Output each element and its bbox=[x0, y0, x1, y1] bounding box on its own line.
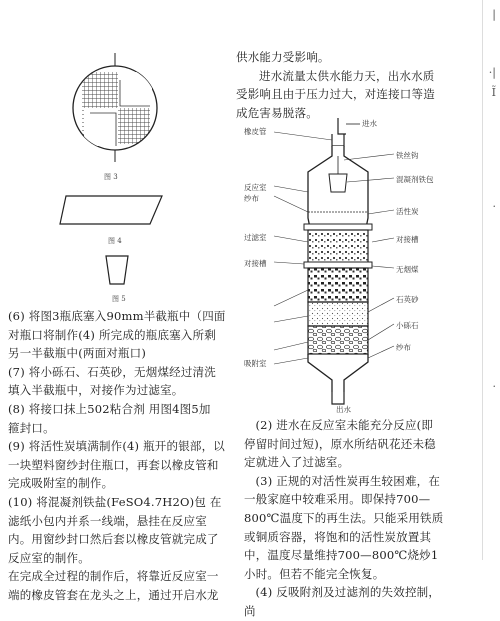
figure-4-caption: 图 4 bbox=[108, 237, 122, 245]
paragraph-issue-4: (4) 反吸附剂及过滤剂的失效控制，尚 bbox=[244, 585, 441, 618]
label-joint-right: 对接槽 bbox=[396, 235, 419, 244]
margin-mark-1: | bbox=[492, 8, 496, 21]
paragraph-step-7: (7) 将小砾石、石英砂，无烟煤经过清洗填入半截瓶中，对接作为过滤室。 bbox=[8, 364, 216, 398]
figure-4-trapezoid bbox=[58, 192, 168, 232]
figure-3-caption: 图 3 bbox=[104, 173, 118, 181]
page-fold-line bbox=[482, 0, 483, 560]
label-gauze-bottom: 纱布 bbox=[396, 343, 411, 352]
label-small-gravel: 小砾石 bbox=[396, 321, 419, 330]
label-rubber-tube: 橡皮管 bbox=[244, 127, 267, 136]
paragraph-step-8: (8) 将接口抹上502粘合剂 用图4图5加 箍封口。 bbox=[8, 401, 211, 435]
paragraph-step-10: (10) 将混凝剂铁盐(FeSO4.7H2O)包 在滤纸小包内并系一线端，悬挂在反应室内。用窗纱封口然后套以橡皮管就完成了反应室的制作。 bbox=[8, 494, 222, 565]
label-activated-carbon: 活性炭 bbox=[396, 207, 419, 216]
figure-5-caption: 图 5 bbox=[112, 295, 126, 303]
paragraph-step-9: (9) 将活性炭填满制作(4) 瓶开的银部，以一块塑料窗纱封住瓶口，再套以橡皮管和完成吸附室的制作。 bbox=[8, 439, 225, 491]
paragraph-completion: 在完成全过程的制作后，将靠近反应室一端的橡皮管套在龙头之上，通过开启水龙 bbox=[8, 569, 219, 602]
label-inlet: 进水 bbox=[362, 119, 377, 128]
right-bottom-text bbox=[244, 416, 444, 621]
label-gauze-top: 纱布 bbox=[244, 194, 259, 203]
label-filter-chamber: 过滤室 bbox=[244, 233, 267, 242]
paragraph-step-6: (6) 将图3瓶底塞入90mm半截瓶中（四面对瓶口将制作(4) 所完成的瓶底塞入所剩另一半截瓶中(两面对瓶口) bbox=[8, 309, 226, 361]
figure-3-bottle-base bbox=[60, 50, 170, 170]
paragraph-capacity: 供水能力受影响。 bbox=[236, 50, 330, 64]
margin-mark-3: Ĩ bbox=[491, 86, 496, 99]
label-joint-left: 对接槽 bbox=[244, 259, 267, 268]
paragraph-issue-3: (3) 正规的对活性炭再生较困难，在一般家庭中较难采用。即保持700—800℃温度下的再生法。只能采用铁质或铜质容器，将饱和的活性炭放置其中，温度尽量维持700—800℃烧炒1小时。但若不能完全恢复。 bbox=[244, 473, 444, 581]
label-outlet: 出水 bbox=[336, 405, 351, 414]
label-adsorption-chamber: 吸附室 bbox=[244, 359, 267, 368]
paragraph-issue-2: (2) 进水在反应室未能充分反应(即停留时间过短)，原水所结矾花还未稳定就进入了过滤室。 bbox=[244, 418, 436, 470]
label-anthracite: 无烟煤 bbox=[396, 265, 419, 274]
label-reaction-chamber: 反应室 bbox=[244, 183, 267, 192]
margin-mark-4: · bbox=[492, 200, 496, 213]
paragraph-flow: 进水流量太供水能力天，出水水质受影响且由于压力过大，对连接口等造成危害易脱落。 bbox=[236, 68, 435, 120]
label-iron-wire-hook: 铁丝钩 bbox=[396, 151, 419, 160]
margin-mark-2: ·| bbox=[488, 66, 496, 79]
label-coagulant-bag: 混凝剂铁包 bbox=[396, 175, 434, 184]
label-quartz-sand: 石英砂 bbox=[396, 295, 419, 304]
margin-mark-5: · bbox=[492, 380, 496, 393]
figure-5-small-trapezoid bbox=[100, 252, 134, 288]
